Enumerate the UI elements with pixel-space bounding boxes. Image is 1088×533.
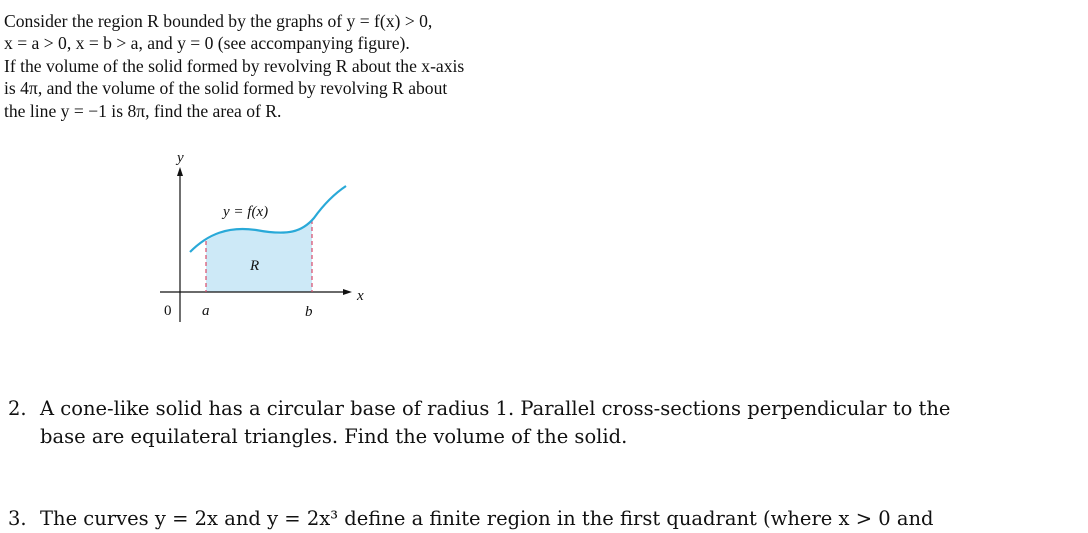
problem-2-line-1: A cone-like solid has a circular base of radius 1. Parallel cross-sections perpendicular to the <box>40 397 951 420</box>
figure-svg <box>138 148 378 328</box>
problem-2 <box>8 395 950 451</box>
problem-line-4: is 4π, and the volume of the solid formed by revolving R about <box>4 78 448 99</box>
problem-statement <box>4 10 564 122</box>
y-axis-label: y <box>177 150 184 166</box>
problem-line-3: If the volume of the solid formed by revolving R about the x-axis <box>4 55 465 76</box>
y-axis-arrow <box>177 167 183 176</box>
problem-2-line-2: base are equilateral triangles. Find the volume of the solid. <box>40 425 628 448</box>
x-axis-label: x <box>357 288 364 304</box>
problem-3-text: The curves y = 2x and y = 2x³ define a finite region in the first quadrant (where x > 0 and <box>40 507 934 530</box>
x-axis-arrow <box>343 289 352 295</box>
curve-label: y = f(x) <box>223 204 269 220</box>
origin-label: 0 <box>164 303 172 319</box>
problem-2-number: 2. <box>8 397 27 420</box>
problem-3-number: 3. <box>8 507 27 530</box>
region-figure <box>138 148 378 328</box>
problem-line-1: Consider the region R bounded by the graphs of y = f(x) > 0, <box>4 11 433 31</box>
problem-line-5: the line y = −1 is 8π, find the area of R. <box>4 100 282 121</box>
region-label: R <box>250 258 260 274</box>
problem-line-2: x = a > 0, x = b > a, and y = 0 (see accompanying figure). <box>4 33 410 54</box>
b-label: b <box>305 304 313 320</box>
problem-3 <box>8 505 934 533</box>
a-label: a <box>202 303 210 319</box>
